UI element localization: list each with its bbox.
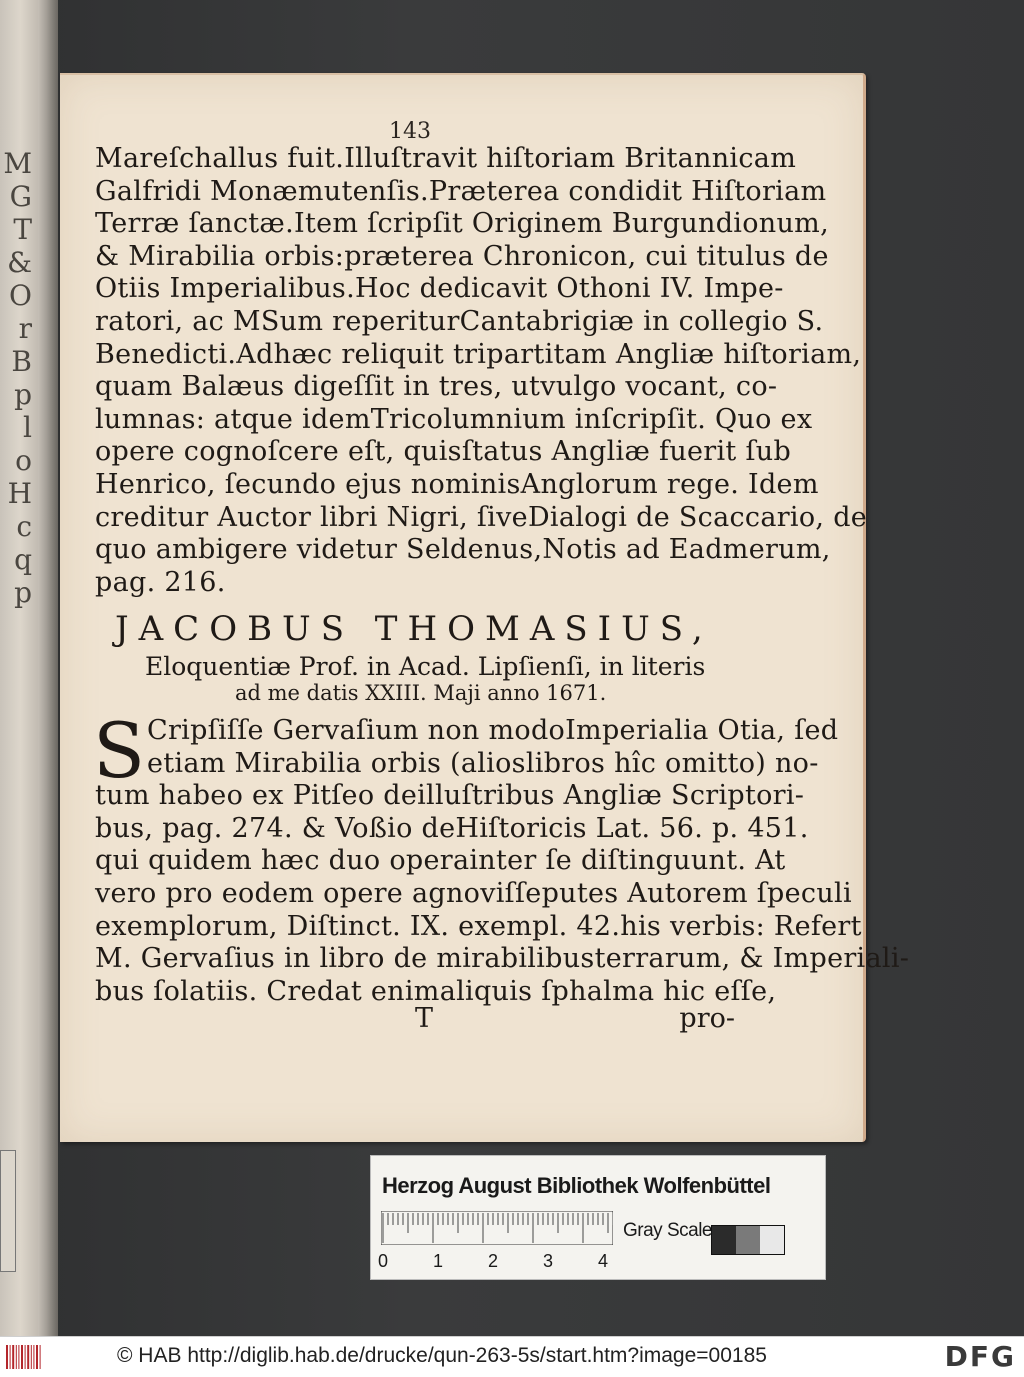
catch-line (95, 1003, 735, 1033)
gray-swatch (736, 1226, 760, 1254)
text-segment: Illuſtravit hiſtoriam Britannicam (344, 143, 797, 174)
prev-page-glyph: & (7, 246, 32, 279)
prev-page-glyph: o (15, 444, 32, 477)
text-segment: vulgo vocant, co- (540, 371, 778, 403)
text-segment: Hoc dedicavit Othoni IV. Impe- (354, 273, 784, 305)
text-segment: Terræ ſanctæ. (95, 208, 294, 240)
signature-mark: T (415, 1003, 434, 1034)
text-line (95, 403, 813, 437)
text-segment: præterea Chronicon, cui titulus de (344, 240, 829, 272)
text-segment: & Mirabilia orbis: (95, 240, 345, 272)
text-line (95, 910, 862, 944)
text-line (95, 371, 778, 404)
logo-bar (10, 1345, 11, 1369)
text-line (95, 877, 852, 911)
drop-cap: S (93, 706, 146, 795)
text-segment: Dialogi de Scaccario, de (527, 501, 868, 533)
footer-bar (0, 1336, 1024, 1377)
text-segment: Notis ad Eadmerum, (542, 534, 831, 566)
text-segment: tum habeo ex Pitſeo de (95, 780, 418, 812)
prev-page-glyph: r (18, 312, 32, 345)
text-segment: Præterea condidit Hiſtoriam (428, 175, 827, 207)
prev-page-glyph: B (11, 345, 32, 378)
section-subheading-2: ad me datis XXIII. Maji anno 1671. (235, 681, 607, 705)
text-segment: Adhæc reliquit tripartitam Angliæ hiſtoriam, (236, 338, 862, 370)
text-segment: opere cognoſcere eſt, quis (95, 436, 462, 468)
text-line (95, 143, 797, 176)
text-line (95, 240, 829, 274)
book-page (60, 73, 910, 1142)
prev-page-glyph: l (23, 411, 32, 444)
text-segment: inter ſe diſtinguunt. At (469, 845, 786, 877)
logo-bar (27, 1345, 29, 1369)
logo-bar (25, 1345, 26, 1369)
text-segment: Item ſcripſit Originem Burgundionum, (293, 208, 829, 240)
hab-barcode-logo-icon[interactable] (6, 1345, 48, 1369)
text-segment: Imperialia Otia, ſed (565, 715, 839, 746)
page-number: 143 (389, 119, 431, 144)
text-line (95, 175, 827, 209)
color-calibration-card (370, 1155, 826, 1280)
text-segment: his verbis: Refert (620, 910, 862, 942)
prev-page-glyph: T (13, 213, 32, 246)
text-line (95, 747, 819, 781)
text-line (95, 436, 792, 469)
card-title: Herzog August Bibliothek Wolfenbüttel (382, 1173, 771, 1198)
text-line (95, 501, 868, 535)
logo-bar (16, 1345, 17, 1369)
text-line (95, 338, 862, 372)
logo-bar (40, 1345, 41, 1369)
text-segment: Benedicti. (95, 338, 237, 370)
text-segment: Hiſtoricis Lat. 56. p. 451. (455, 812, 809, 844)
text-line (95, 273, 784, 306)
text-segment: illuſtribus Angliæ Scriptori- (417, 780, 805, 812)
text-line (95, 305, 824, 339)
gray-swatch (760, 1226, 784, 1254)
text-line (95, 943, 910, 976)
text-line (95, 715, 839, 748)
previous-page-edge (0, 0, 58, 1336)
copyright-link[interactable]: © HAB http://diglib.hab.de/drucke/qun-263-5s/start.htm?image=00185 (117, 1344, 767, 1367)
gray-swatch (712, 1226, 736, 1254)
text-segment: ratori, ac MSum reperitur (95, 305, 460, 337)
text-line (95, 845, 786, 878)
gray-scale-bar (711, 1225, 785, 1255)
prev-page-glyph: O (9, 279, 32, 312)
paragraph-thomasius (93, 706, 910, 1008)
text-segment: creditur Auctor libri Nigri, ſive (95, 501, 528, 533)
logo-bar (33, 1345, 34, 1369)
text-line (95, 534, 831, 567)
prev-page-glyph: p (14, 378, 32, 411)
text-segment: pag. 216. (95, 566, 226, 598)
ruler-number: 0 (378, 1251, 389, 1271)
text-segment: quo ambigere videtur Seldenus, (95, 534, 543, 566)
section-subheading-1: Eloquentiæ Prof. in Acad. Lipſienſi, in literis (145, 652, 706, 681)
text-segment: Galfridi Monæmutenſis. (95, 175, 429, 207)
logo-bar (31, 1345, 32, 1369)
text-segment: qui quidem hæc duo opera (95, 845, 470, 877)
text-segment: Cantabrigiæ in collegio S. (459, 305, 824, 337)
prev-page-glyph: p (14, 576, 32, 609)
prev-page-glyph: q (14, 543, 32, 576)
prev-page-glyph: c (16, 510, 32, 543)
text-segment: libros hîc omitto) no- (525, 747, 819, 779)
text-segment: Tricolumnium inſcripſit. Quo ex (370, 403, 813, 435)
text-segment: M. Gervaſius in libro de mirabilibus (95, 943, 595, 975)
page-sleeve-shadow (38, 0, 58, 1336)
logo-bar (21, 1345, 23, 1369)
binding-tab (0, 1150, 16, 1272)
gray-scale-label: Gray Scale (623, 1220, 712, 1241)
text-segment: aliquis ſphalma hic eſſe, (439, 975, 777, 1007)
prev-page-glyph: M (3, 147, 32, 180)
text-segment: Cripſiſſe Gervaſium non modo (147, 715, 566, 746)
logo-bar (18, 1345, 19, 1369)
text-line (95, 567, 735, 600)
text-line (95, 208, 829, 241)
text-segment: Henrico, ſecundo ejus nominis (95, 468, 521, 500)
ruler-number: 4 (598, 1251, 609, 1271)
ruler-number: 2 (488, 1251, 499, 1271)
ruler-scale (381, 1211, 613, 1245)
prev-page-glyph: H (7, 477, 32, 510)
text-segment: ſtatus Angliæ fuerit ſub (461, 436, 792, 468)
logo-bar (6, 1345, 8, 1369)
logo-bar (12, 1345, 14, 1369)
text-segment: Anglorum rege. Idem (520, 468, 819, 500)
text-segment: Mareſchallus fuit. (95, 143, 345, 174)
text-segment: quam Balæus digeſſit in tres, ut (95, 371, 541, 403)
paragraph-gervasius (95, 143, 868, 599)
catchword: pro- (679, 1003, 735, 1034)
text-segment: terrarum, & Imperiali- (594, 943, 910, 975)
dfg-logo[interactable]: DFG (944, 1340, 1016, 1373)
ruler-number: 3 (543, 1251, 554, 1271)
prev-page-glyph: G (9, 180, 32, 213)
text-line (95, 468, 819, 502)
logo-bar (36, 1345, 38, 1369)
text-segment: lumnas: atque idem (95, 403, 371, 435)
section-heading: JACOBUS THOMASIUS, (115, 609, 713, 649)
text-segment: Otiis Imperialibus. (95, 273, 355, 305)
ruler-number: 1 (433, 1251, 444, 1271)
text-segment: etiam Mirabilia orbis (alios (147, 747, 526, 779)
text-segment: bus ſolatiis. Credat enim (95, 975, 440, 1007)
text-segment: exemplorum, Diſtinct. IX. exempl. 42. (95, 910, 621, 942)
text-line (95, 780, 805, 813)
text-segment: putes Autorem ſpeculi (541, 877, 852, 909)
text-line (95, 812, 809, 846)
text-segment: bus, pag. 274. & Voßio de (95, 812, 456, 844)
text-segment: vero pro eodem opere agnoviſſe (95, 877, 542, 909)
